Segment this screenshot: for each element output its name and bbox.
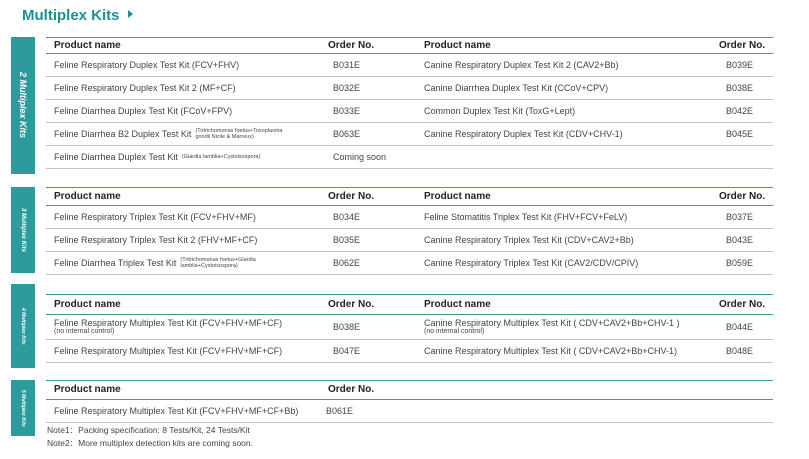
product-name: Canine Respiratory Triplex Test Kit (CDV+CAV2+Bb): [424, 235, 634, 245]
product-name: Canine Respiratory Duplex Test Kit (CDV+CHV-1): [424, 129, 623, 139]
section-4-multiplex: [11, 284, 773, 368]
page-title: [22, 7, 133, 24]
header-product-left: Product name: [54, 298, 121, 310]
order-number: B045E: [726, 129, 754, 139]
product-name: Feline Respiratory Multiplex Test Kit (FCV+FHV+MF+CF+Bb): [54, 406, 299, 416]
table-row: [46, 100, 773, 123]
order-number: B034E: [333, 212, 361, 222]
product-name: Canine Respiratory Duplex Test Kit 2 (CAV2+Bb): [424, 60, 619, 70]
section-label: 2 Multiplex Kits: [18, 72, 28, 139]
product-name: Feline Diarrhea Triplex Test Kit: [54, 258, 177, 268]
order-number: B032E: [333, 83, 361, 93]
table-row: [46, 146, 773, 169]
product-note: (Giardia lamblia+Cystoisospora): [181, 154, 261, 160]
order-number: B037E: [726, 212, 754, 222]
header-product-right: Product name: [424, 298, 491, 310]
product-name: Canine Respiratory Triplex Test Kit (CAV2/CDV/CPIV): [424, 258, 639, 268]
section-label: 5 Multiplex Kits: [20, 389, 26, 427]
product-name: Feline Respiratory Triplex Test Kit 2 (FHV+MF+CF): [54, 235, 258, 245]
header-product-left: Product name: [54, 190, 121, 202]
product-name-cell: [54, 315, 282, 339]
table-header: [46, 187, 773, 206]
product-name: Canine Respiratory Multiplex Test Kit ( CDV+CAV2+Bb+CHV-1 ): [424, 318, 680, 328]
header-order-right: Order No.: [719, 190, 766, 202]
product-name: Feline Diarrhea Duplex Test Kit: [54, 152, 178, 162]
product-note: (Tritrichomonas foetus+Toxoplasma gondii Nicile & Marreux): [195, 128, 283, 140]
table-header: [46, 37, 773, 54]
order-number: Coming soon: [333, 152, 387, 162]
product-name: Feline Diarrhea B2 Duplex Test Kit: [54, 129, 192, 139]
product-name: Canine Respiratory Multiplex Test Kit ( CDV+CAV2+Bb+CHV-1): [424, 346, 678, 356]
section-2-multiplex: [11, 37, 773, 174]
header-order-left: Order No.: [328, 190, 375, 202]
section-tab-2-multiplex: [11, 37, 35, 174]
header-product-left: Product name: [54, 39, 121, 51]
header-order-right: Order No.: [719, 298, 766, 310]
product-name: Feline Respiratory Multiplex Test Kit (FCV+FHV+MF+CF): [54, 318, 283, 328]
note-1: Note1：Packing specification: 8 Tests/Kit, 24 Tests/Kit: [47, 425, 250, 435]
product-name-cell: [424, 315, 680, 339]
table-row: [46, 229, 773, 252]
notes: [47, 424, 253, 450]
product-table: [46, 37, 773, 169]
product-table: [46, 294, 773, 363]
table-row: [46, 315, 773, 340]
order-number: B035E: [333, 235, 361, 245]
product-table: [46, 187, 773, 275]
product-note: (Tritrichomonas foetus+Giardia lamblia+Cystoisospora): [180, 257, 256, 269]
product-name-cell: [54, 146, 260, 168]
order-number: B061E: [326, 406, 354, 416]
table-row: [46, 54, 773, 77]
table-row: [46, 252, 773, 275]
product-name: Feline Respiratory Multiplex Test Kit (FCV+FHV+MF+CF): [54, 346, 283, 356]
chevron-right-icon: [128, 10, 133, 18]
product-name-cell: [54, 123, 295, 145]
section-tab-4-multiplex: [11, 284, 35, 368]
table-header: [46, 380, 773, 400]
order-number: B043E: [726, 235, 754, 245]
header-order-left: Order No.: [328, 39, 375, 51]
order-number: B038E: [333, 322, 361, 332]
product-name: Feline Stomatitis Triplex Test Kit (FHV+FCV+FeLV): [424, 212, 628, 222]
table-row: [46, 123, 773, 146]
order-number: B062E: [333, 258, 361, 268]
order-number: B031E: [333, 60, 361, 70]
section-3-multiplex: [11, 187, 773, 273]
note-2: Note2：More multiplex detection kits are coming soon.: [47, 438, 253, 448]
product-subnote: (no internal control): [54, 328, 115, 335]
section-tab-5-multiplex: [11, 380, 35, 436]
order-number: B038E: [726, 83, 754, 93]
section-tab-3-multiplex: [11, 187, 35, 273]
header-order-left: Order No.: [328, 298, 375, 310]
product-name-cell: [54, 252, 276, 274]
product-name: Canine Diarrhea Duplex Test Kit (CCoV+CPV): [424, 83, 609, 93]
product-name: Feline Diarrhea Duplex Test Kit (FCoV+FPV): [54, 106, 233, 116]
order-number: B033E: [333, 106, 361, 116]
product-subnote: (no internal control): [424, 328, 485, 335]
page-title-text: Multiplex Kits: [22, 7, 120, 24]
order-number: B059E: [726, 258, 754, 268]
table-header: [46, 294, 773, 315]
product-table: [46, 380, 773, 423]
table-row: [46, 400, 773, 423]
header-order-left: Order No.: [328, 384, 375, 395]
order-number: B048E: [726, 346, 754, 356]
table-row: [46, 206, 773, 229]
order-number: B039E: [726, 60, 754, 70]
product-name: Feline Respiratory Duplex Test Kit 2 (MF+CF): [54, 83, 236, 93]
order-number: B042E: [726, 106, 754, 116]
header-product-left: Product name: [54, 384, 121, 395]
header-order-right: Order No.: [719, 39, 766, 51]
table-row: [46, 340, 773, 363]
section-label: 4 Multiplex Kits: [20, 307, 26, 345]
header-product-right: Product name: [424, 39, 491, 51]
header-product-right: Product name: [424, 190, 491, 202]
order-number: B063E: [333, 129, 361, 139]
order-number: B047E: [333, 346, 361, 356]
section-label: 3 Multiplex Kits: [20, 207, 26, 252]
order-number: B044E: [726, 322, 754, 332]
product-name: Feline Respiratory Triplex Test Kit (FCV+FHV+MF): [54, 212, 256, 222]
product-name: Feline Respiratory Duplex Test Kit (FCV+FHV): [54, 60, 240, 70]
table-row: [46, 77, 773, 100]
product-name: Common Duplex Test Kit (ToxG+Lept): [424, 106, 576, 116]
